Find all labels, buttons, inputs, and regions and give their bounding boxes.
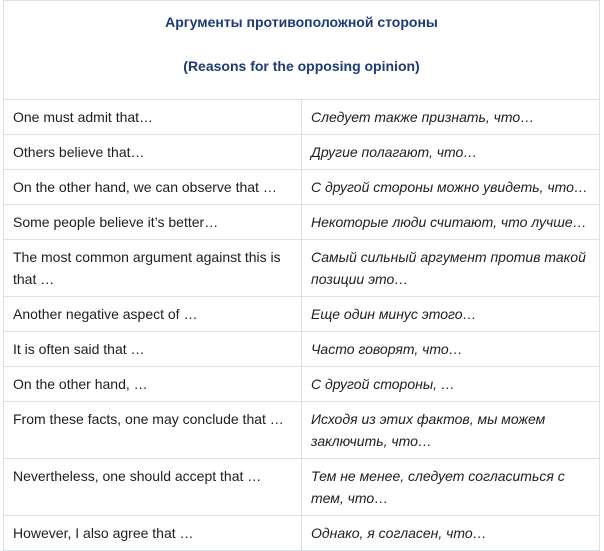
table-row bbox=[4, 100, 600, 135]
english-phrase: Nevertheless, one should accept that … bbox=[4, 459, 302, 516]
table-title: Аргументы противоположной стороны bbox=[165, 14, 438, 30]
table-row bbox=[4, 170, 600, 205]
russian-phrase: Некоторые люди считают, что лучше… bbox=[302, 205, 600, 240]
english-phrase: It is often said that … bbox=[4, 332, 302, 367]
russian-phrase: С другой стороны можно увидеть, что… bbox=[302, 170, 600, 205]
table-row bbox=[4, 367, 600, 402]
english-phrase: Others believe that… bbox=[4, 135, 302, 170]
table-row bbox=[4, 332, 600, 367]
table-row bbox=[4, 516, 600, 551]
russian-phrase: Следует также признать, что… bbox=[302, 100, 600, 135]
english-phrase: One must admit that… bbox=[4, 100, 302, 135]
english-phrase: On the other hand, … bbox=[4, 367, 302, 402]
english-phrase: Another negative aspect of … bbox=[4, 297, 302, 332]
table-row bbox=[4, 205, 600, 240]
english-phrase: Some people believe it’s better… bbox=[4, 205, 302, 240]
phrases-table-container bbox=[3, 0, 600, 551]
table-row bbox=[4, 135, 600, 170]
russian-phrase: Другие полагают, что… bbox=[302, 135, 600, 170]
russian-phrase: Однако, я согласен, что… bbox=[302, 516, 600, 551]
russian-phrase: Часто говорят, что… bbox=[302, 332, 600, 367]
english-phrase: On the other hand, we can observe that … bbox=[4, 170, 302, 205]
english-phrase: The most common argument against this is that … bbox=[4, 240, 302, 297]
russian-phrase: С другой стороны, … bbox=[302, 367, 600, 402]
english-phrase: However, I also agree that … bbox=[4, 516, 302, 551]
table-row bbox=[4, 297, 600, 332]
russian-phrase: Самый сильный аргумент против такой позиции это… bbox=[302, 240, 600, 297]
table-header bbox=[4, 1, 600, 100]
table-row bbox=[4, 240, 600, 297]
russian-phrase: Еще один минус этого… bbox=[302, 297, 600, 332]
english-phrase: From these facts, one may conclude that … bbox=[4, 402, 302, 459]
russian-phrase: Исходя из этих фактов, мы можем заключить, что… bbox=[302, 402, 600, 459]
table-row bbox=[4, 402, 600, 459]
russian-phrase: Тем не менее, следует согласиться с тем, что… bbox=[302, 459, 600, 516]
table-header-row bbox=[4, 1, 600, 100]
table-row bbox=[4, 459, 600, 516]
phrases-table bbox=[3, 0, 600, 551]
table-subtitle: (Reasons for the opposing opinion) bbox=[183, 58, 420, 74]
